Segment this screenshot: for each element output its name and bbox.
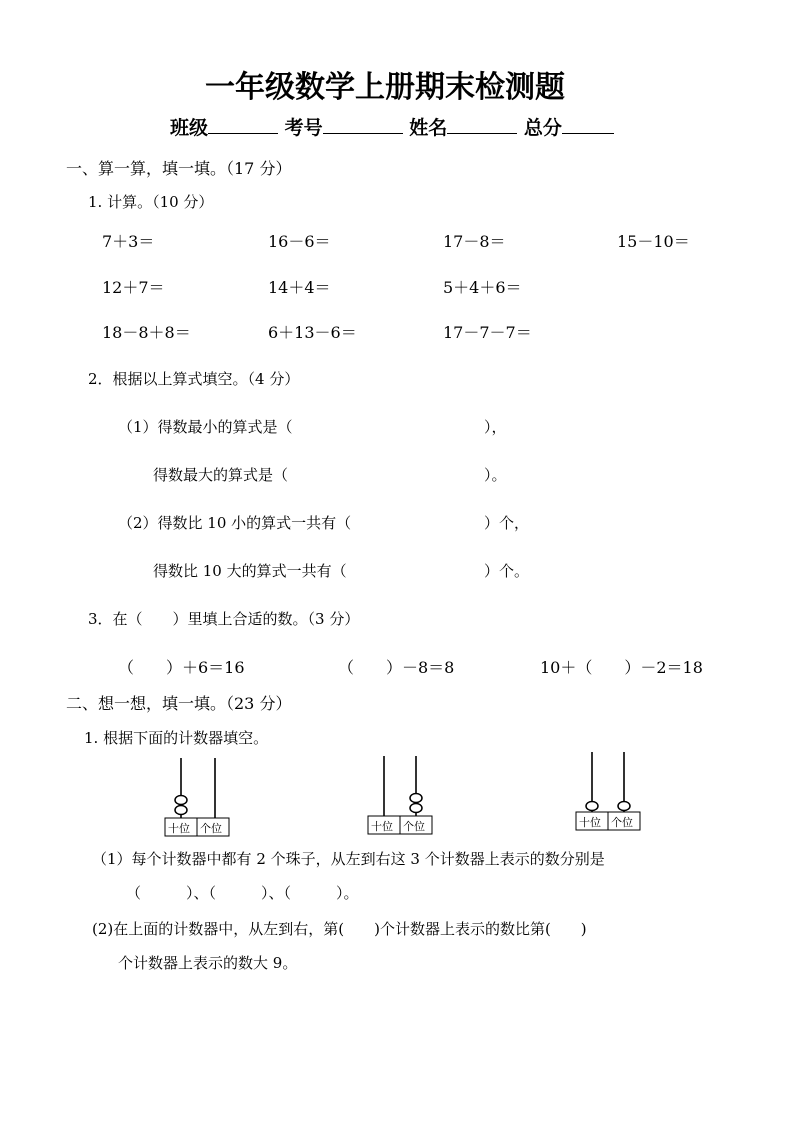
equation: 17－8＝ (443, 232, 506, 251)
equation: 5＋4＋6＝ (443, 278, 522, 297)
equation: 15－10＝ (617, 232, 690, 251)
page-title: 一年级数学上册期末检测题 (205, 70, 565, 105)
tens-label: 十位 (168, 822, 190, 835)
bead (586, 802, 598, 811)
equation: 16－6＝ (268, 232, 331, 251)
s2-q1-p1-line2: （ ）、（ ）、（ ）。 (126, 884, 359, 902)
bead (410, 794, 422, 803)
bead (410, 804, 422, 813)
s1-q1-heading: 1. 计算。（10 分） (88, 193, 214, 211)
ones-label: 个位 (611, 816, 633, 829)
s2-q1-p2-line1: (2)在上面的计数器中，从左到右，第( )个计数器上表示的数比第( ) (92, 920, 587, 938)
name-blank[interactable] (447, 114, 517, 134)
s1-q2-p2a-suffix: ）个， (484, 514, 530, 532)
abacus-3 (575, 750, 645, 834)
tens-label: 十位 (579, 816, 601, 829)
fill-in-equation: （ ）－8＝8 (338, 658, 455, 677)
s1-q2-p1a-suffix: ）， (484, 418, 507, 436)
s1-q3-heading: 3．在（ ）里填上合适的数。（3 分） (88, 610, 360, 628)
exam-number-label: 考号 (284, 117, 323, 139)
equation: 17－7－7＝ (443, 323, 532, 342)
equation: 12＋7＝ (102, 278, 165, 297)
equation: 18－8＋8＝ (102, 323, 191, 342)
equation: 7＋3＝ (102, 232, 155, 251)
name-label: 姓名 (409, 117, 448, 139)
student-info-line (170, 113, 614, 140)
abacus-1 (164, 756, 234, 840)
abacus-2 (367, 754, 437, 838)
s2-q1-heading: 1. 根据下面的计数器填空。 (84, 729, 269, 747)
s1-q2-p1a-prefix: （1）得数最小的算式是（ (118, 418, 293, 436)
s2-q1-p2-line2: 个计数器上表示的数大 9。 (118, 954, 298, 972)
exam-number-blank[interactable] (323, 114, 403, 134)
fill-in-equation: 10＋（ ）－2＝18 (540, 658, 703, 677)
bead (175, 806, 187, 815)
equation: 6＋13－6＝ (268, 323, 357, 342)
ones-label: 个位 (200, 822, 222, 835)
s2-q1-p1-line1: （1）每个计数器中都有 2 个珠子，从左到右这 3 个计数器上表示的数分别是 (92, 850, 605, 868)
total-score-label: 总分 (523, 117, 562, 139)
fill-in-equation: （ ）＋6＝16 (118, 658, 245, 677)
s1-q2-p2a-prefix: （2）得数比 10 小的算式一共有（ (118, 514, 352, 532)
ones-label: 个位 (403, 820, 425, 833)
tens-label: 十位 (371, 820, 393, 833)
class-blank[interactable] (208, 114, 278, 134)
section1-heading: 一、算一算，填一填。（17 分） (66, 159, 292, 178)
bead (618, 802, 630, 811)
s1-q2-heading: 2．根据以上算式填空。（4 分） (88, 370, 300, 388)
bead (175, 796, 187, 805)
s1-q2-p1b-prefix: 得数最大的算式是（ (153, 466, 289, 484)
class-label: 班级 (170, 117, 209, 139)
total-score-blank[interactable] (562, 114, 614, 134)
s1-q2-p2b-prefix: 得数比 10 大的算式一共有（ (153, 562, 347, 580)
s1-q2-p2b-suffix: ）个。 (484, 562, 530, 580)
s1-q2-p1b-suffix: ）。 (484, 466, 507, 484)
section2-heading: 二、想一想，填一填。（23 分） (66, 694, 292, 713)
equation: 14＋4＝ (268, 278, 331, 297)
